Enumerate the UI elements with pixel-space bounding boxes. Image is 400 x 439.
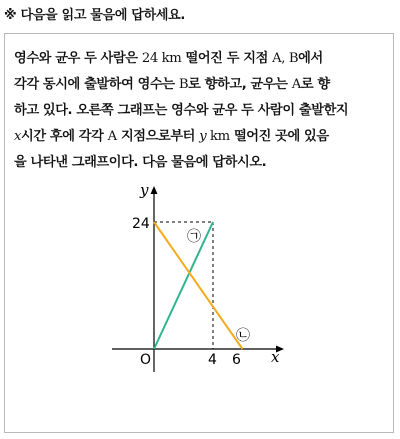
math-unit: km xyxy=(206,129,230,144)
math-point-b: B xyxy=(178,77,189,92)
math-point-a: A xyxy=(107,129,117,144)
math-y: y xyxy=(199,129,207,144)
text-segment: 로 향 xyxy=(300,77,330,92)
math-point-a: A xyxy=(291,77,301,92)
y-axis-arrow xyxy=(151,186,158,194)
text-segment: 에서 xyxy=(298,51,323,66)
math-points: A, B xyxy=(272,51,299,66)
text-segment: 시간 후에 각각 xyxy=(21,129,108,144)
math-distance: 24 km xyxy=(141,51,182,66)
text-segment: 지점으로부터 xyxy=(116,129,200,144)
series-2-marker: ㉡ xyxy=(236,328,250,344)
instruction-text: ※ 다음을 읽고 물음에 답하세요. xyxy=(4,8,185,23)
origin-label: O xyxy=(140,352,152,368)
series-yeongsu-line xyxy=(154,222,213,349)
text-segment: 영수와 균우 두 사람은 xyxy=(14,51,142,66)
x-tick-label-6: 6 xyxy=(232,352,241,368)
x-tick-label-4: 4 xyxy=(208,352,217,368)
text-segment: 떨어진 곳에 있음 xyxy=(229,129,329,144)
y-axis-label: y xyxy=(140,181,149,199)
y-tick-label-24: 24 xyxy=(132,216,150,232)
text-segment: 하고 있다. 오른쪽 그래프는 영수와 균우 두 사람이 출발한지 xyxy=(14,103,349,118)
text-segment: 각각 동시에 출발하여 영수는 xyxy=(14,77,179,92)
text-segment: 로 향하고, 균우는 xyxy=(188,77,292,92)
math-x: x xyxy=(14,129,22,144)
series-1-marker: ㉠ xyxy=(187,229,201,245)
x-axis-label: x xyxy=(271,348,280,366)
text-segment: 떨어진 두 지점 xyxy=(181,51,273,66)
text-segment: 을 나타낸 그래프이다. 다음 물음에 답하시오. xyxy=(14,155,267,170)
